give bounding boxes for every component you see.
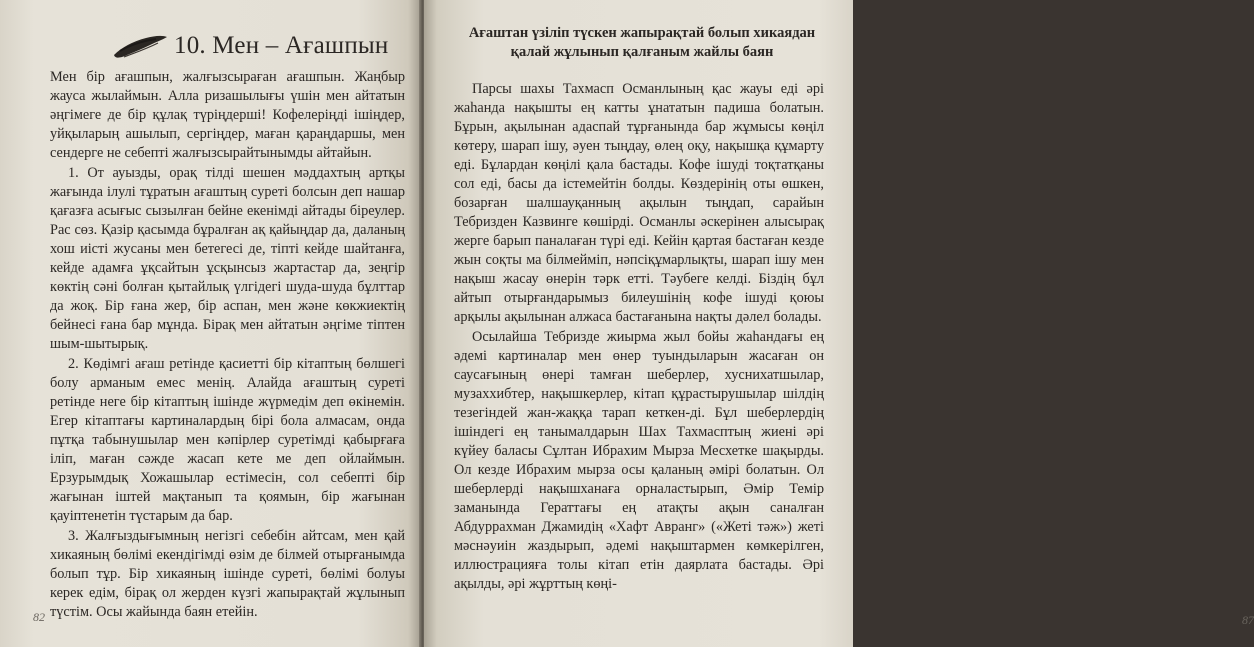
- paragraph: Парсы шахы Тахмасп Османлының қас жауы еді әрі жаһанда нақышты ең катты ұнататын падиша болатын. Бұрын, ақылынан адаспай тұрғанында бар жұмысы көңіл көтеру, шарап ішу, әуен тыңдау, өлең оқу, нақышқа құмарту еді. Бұлардан көңілі қала бастады. Кофе ішуді тоқтатқаны сол еді, басы да істемейтін болды. Көздерінің оты өшкен, бозарған шалшауқанның ақылын тыңдап, сарайын Тебризден Казвинге көшірді. Османлы әскерінен алысырақ жерге барып паналаған түрі еді. Кейін қартая бастаған кезде жын соқты ма білмейміп, нәпсіқұмарлықты, шарап ішу мен нақыш жасау өнерін тәрк етті. Тәубеге келді. Біздің бұл айтып отырғандарымыз билеушінің кофе ішуді қоюы арқылы ақылынан алжаса бастағанына нақты дәлел болады.: [454, 81, 824, 325]
- brush-stroke-icon: [112, 31, 168, 61]
- paragraph: Осылайша Тебризде жиырма жыл бойы жаһандағы ең әдемі картиналар мен өнер туындыларын жасаған он саусағының өнері тамған шеберлер, хуснихатшылар, музаххибтер, нақышкерлер, кітап құрастырушылар шілдің тезегіндей жан-жаққа тарап кеткен-ді. Бұл шеберлердің ішіндегі ең танымалдарын Шах Тахмасптың жиені әрі күйеу баласы Сұлтан Ибрахим Мырза Месхетке шақырды. Ол кезде Ибрахим мырза осы қаланың әмірі болатын. Ол шеберлерді нақышханаға орналастырып, Әмір Темір заманында Гераттағы ең атақты ақын саналған Абдуррахман Джамидің «Хафт Авранг» («Жеті тәж») жеті мәснәуиін жаздырып, әдемі нақыштармен көмкерілген, иллюстрацияға толы кітап етін даярлата бастады. Әрі ақылды, әрі жұрттың көңі-: [454, 329, 824, 592]
- chapter-header: [112, 28, 412, 64]
- right-body-text: [454, 80, 824, 594]
- left-body-text: [50, 68, 405, 622]
- section-heading-line: Ағаштан үзіліп түскен жапырақтай болып хикаядан: [468, 25, 816, 41]
- page-number: 82: [33, 610, 45, 624]
- chapter-title: 10. Мен – Ағашпын: [174, 32, 389, 59]
- paragraph: Мен бір ағашпын, жалғызсыраған ағашпын. Жаңбыр жауса жылаймын. Алла ризашылығы үшін мен айтатын әңгімеге де бір құлақ түріңдерші! Кофелеріңді ішіңдер, уйқыларың ашылып, сергіңдер, маған қараңдаршы, мен сендерге не себепті жалғызсырайтынымды айтайын.: [50, 69, 405, 161]
- left-page: [0, 0, 421, 647]
- paragraph: 1. От ауызды, орақ тілді шешен мәддахтың артқы жағында ілулі тұратын ағаштың суреті болсын деп нашар қағазға асығыс сызылған бейне екенімді айтады біреулер. Рас сөз. Қазір қасымда бұралған ақ қайыңдар да, даланың хош иісті жусаны мен бетегесі де, тіпті кейде шайтанға, кейде адамға ұқсайтын ұсқынсыз жартастар да, зеңгір көктің сәні болған қытайлық үлгідегі шуда-шуда бұлттар да жоқ. Бір ғана жер, бір аспан, мен және көкжиектің бейнесі ғана бар мұнда. Бірақ мен айтатын әңгіме тіптен шым-шытырық.: [50, 165, 405, 352]
- section-heading: [458, 24, 826, 62]
- section-heading-line: қалай жұлынып қалғаным жайлы баян: [510, 44, 774, 60]
- paragraph: 3. Жалғыздығымның негізгі себебін айтсам, мен қай хикаяның бөлімі екендігімді өзім де білмей отырғанымда болып тұр. Бір хикаяның ішінде суреті, бөлімі болуы керек едім, бірақ ол жерден күзгі жапырақтай жұлынып түстім. Осы жайында баян етейін.: [50, 528, 405, 620]
- page-number: 87: [1242, 613, 1254, 627]
- paragraph: 2. Көдімгі ағаш ретінде қасиетті бір кітаптың бөлшегі болу арманым емес менің. Алайда ағаштың суреті ретінде неге бір кітаптың ішінде жүрмедім деп өкінемін. Егер кітаптағы картиналардың бірі бола алмасам, онда пұтқа табынушылар мен кәпірлер суретімді қабырғаға іліп, маған сәжде жасап кете ме деп ойлаймын. Ерзурымдық Хожашылар естімесін, сол себепті бір жағынан іштей мақтанып та қоямын, бір жағынан қауіптенетін түстарым да бар.: [50, 356, 405, 524]
